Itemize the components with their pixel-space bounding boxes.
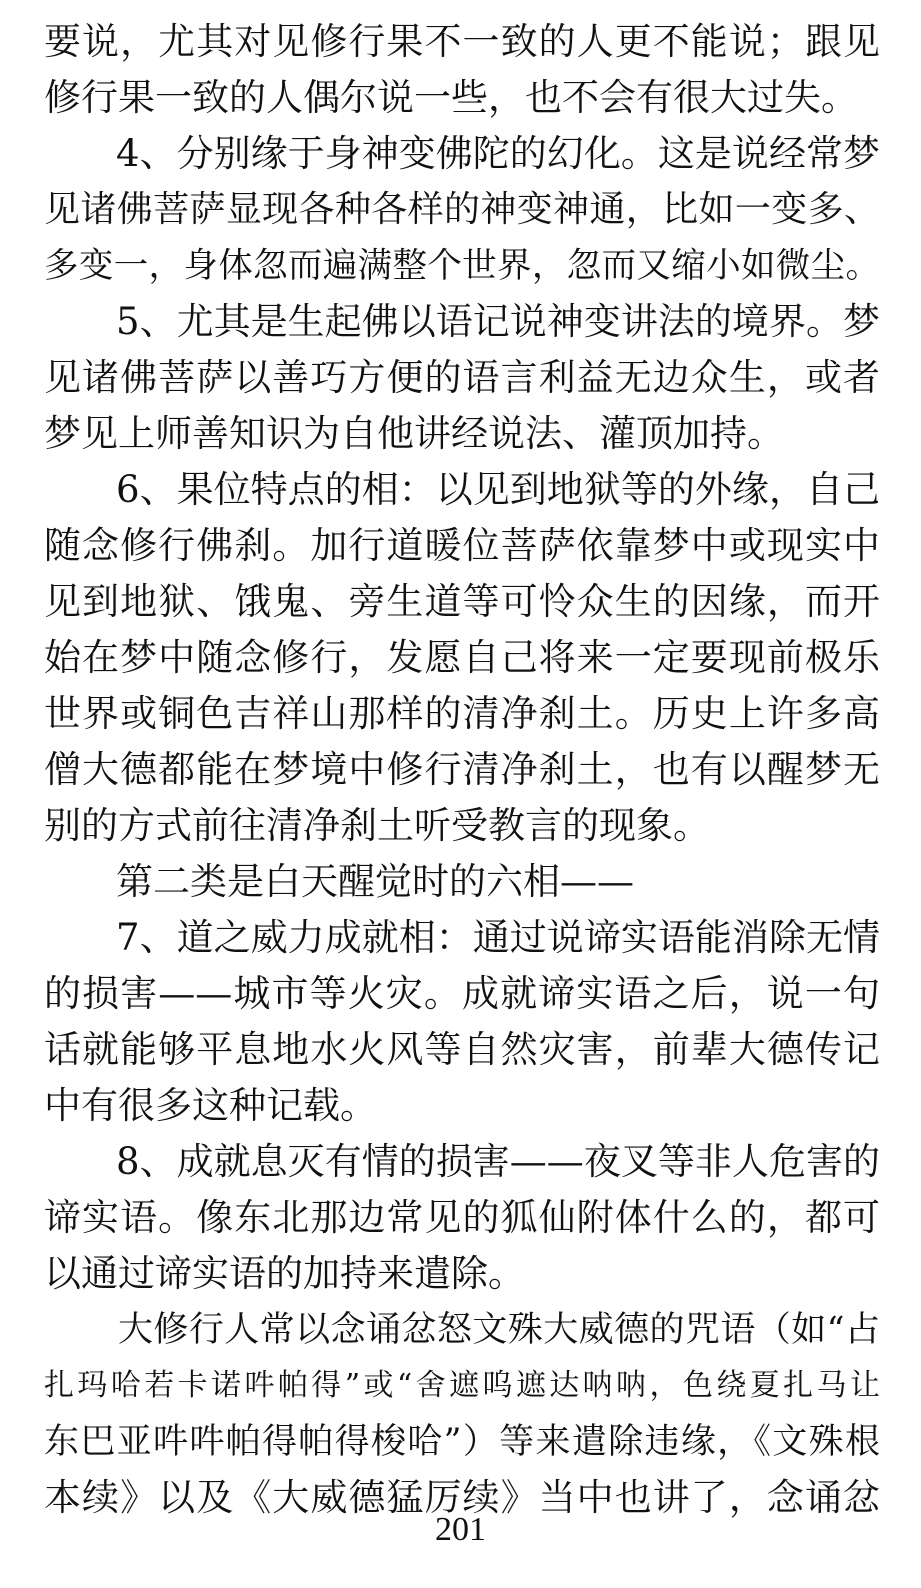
text-line: 世界或铜色吉祥山那样的清净刹土。历史上许多高 — [44, 692, 880, 735]
text-line: 随念修行佛刹。加行道暖位菩萨依靠梦中或现实中 — [44, 524, 880, 567]
text-line: 第二类是白天醒觉时的六相—— — [116, 860, 634, 903]
text-line: 的损害——城市等火灾。成就谛实语之后，说一句 — [44, 972, 880, 1015]
text-line: 修行果一致的人偶尔说一些，也不会有很大过失。 — [44, 76, 858, 119]
text-line: 谛实语。像东北那边常见的狐仙附体什么的，都可 — [44, 1196, 880, 1239]
text-line: 见诸佛菩萨显现各种各样的神变神通，比如一变多、 — [44, 189, 880, 230]
text-line: 7、道之威力成就相：通过说谛实语能消除无情 — [116, 916, 880, 959]
text-line: 东巴亚吽吽帕得帕得梭哈”）等来遣除违缘，《文殊根 — [44, 1422, 880, 1462]
text-line: 本续》以及《大威德猛厉续》当中也讲了，念诵忿 — [44, 1476, 880, 1519]
text-line: 多变一，身体忽而遍满整个世界，忽而又缩小如微尘。 — [44, 246, 880, 286]
text-line: 话就能够平息地水火风等自然灾害，前辈大德传记 — [44, 1028, 880, 1071]
text-line: 别的方式前往清净刹土听受教言的现象。 — [44, 804, 710, 847]
text-line: 扎玛哈若卡诺吽帕得”或“舍遮呜遮达呐呐，色绕夏扎马让 — [44, 1368, 880, 1403]
page-number: 201 — [435, 1511, 486, 1548]
text-line: 梦见上师善知识为自他讲经说法、灌顶加持。 — [44, 412, 784, 455]
text-line: 4、分别缘于身神变佛陀的幻化。这是说经常梦 — [116, 132, 880, 175]
text-line: 8、成就息灭有情的损害——夜叉等非人危害的 — [116, 1140, 880, 1183]
text-line: 见到地狱、饿鬼、旁生道等可怜众生的因缘，而开 — [44, 580, 880, 623]
text-line: 僧大德都能在梦境中修行清净刹土，也有以醒梦无 — [44, 748, 880, 791]
text-line: 始在梦中随念修行，发愿自己将来一定要现前极乐 — [44, 636, 880, 679]
text-line: 6、果位特点的相：以见到地狱等的外缘，自己 — [116, 468, 880, 511]
text-line: 5、尤其是生起佛以语记说神变讲法的境界。梦 — [116, 300, 880, 343]
text-line: 要说，尤其对见修行果不一致的人更不能说；跟见 — [44, 20, 880, 63]
text-line: 见诸佛菩萨以善巧方便的语言利益无边众生，或者 — [44, 356, 880, 399]
text-line: 以通过谛实语的加持来遣除。 — [44, 1252, 525, 1295]
body-text — [44, 14, 880, 1526]
text-line: 中有很多这种记载。 — [44, 1084, 377, 1127]
text-line: 大修行人常以念诵忿怒文殊大威德的咒语（如“占 — [118, 1310, 880, 1350]
